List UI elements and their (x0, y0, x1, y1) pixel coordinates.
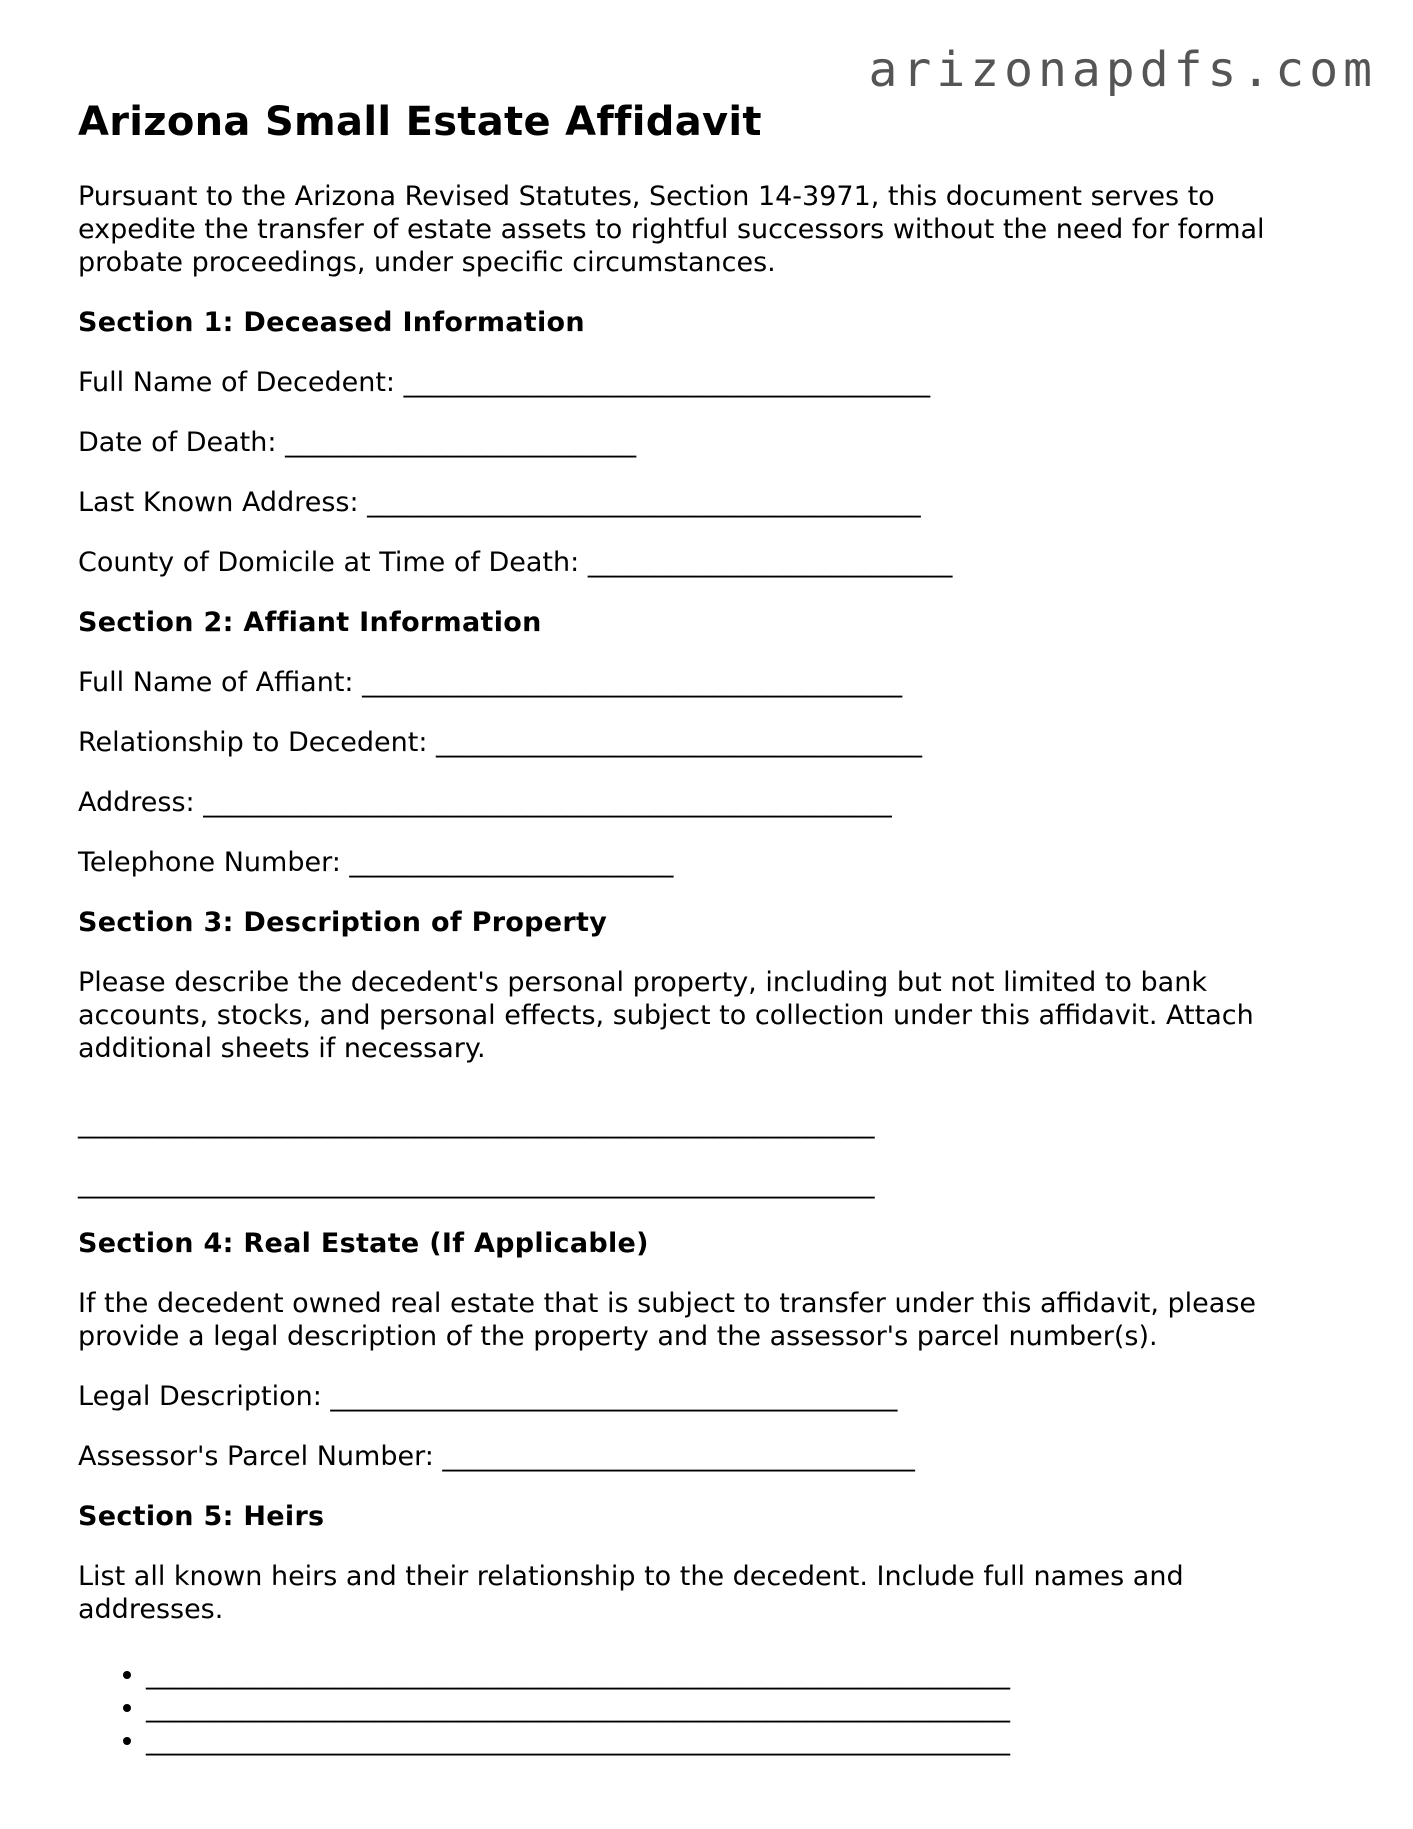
field-blank[interactable]: ___________________________________________________ (203, 787, 892, 818)
field-blank[interactable]: __________________________ (285, 427, 637, 458)
field-label: Last Known Address: (78, 487, 368, 518)
heir-entry-1[interactable]: • ________________________________________________________________ (146, 1658, 1338, 1691)
document-page (78, 98, 1338, 1757)
field-label: Assessor's Parcel Number: (78, 1441, 443, 1472)
property-description-line-1[interactable]: ___________________________________________________________ (78, 1108, 875, 1139)
field-blank[interactable]: ___________________________ (587, 547, 953, 578)
parcel-number-field[interactable] (78, 1440, 1338, 1473)
field-label: Full Name of Affiant: (78, 667, 363, 698)
heir-entry-3[interactable]: • ________________________________________________________________ (146, 1724, 1338, 1757)
field-label: Full Name of Decedent: (78, 367, 404, 398)
county-of-domicile-field[interactable] (78, 546, 1338, 579)
legal-description-field[interactable] (78, 1380, 1338, 1413)
section-2-title: Section 2: Affiant Information (78, 607, 542, 638)
decedent-name-field[interactable] (78, 366, 1338, 399)
heirs-list (78, 1658, 1338, 1757)
section-4-instructions: If the decedent owned real estate that is subject to transfer under this affidavit, please provide a legal description of the property and the assessor's parcel number(s). (78, 1288, 1257, 1352)
field-blank[interactable]: _______________________________________ (403, 367, 931, 398)
telephone-field[interactable] (78, 846, 1338, 879)
section-5-title: Section 5: Heirs (78, 1501, 325, 1532)
affiant-address-field[interactable] (78, 786, 1338, 819)
section-4-title: Section 4: Real Estate (If Applicable) (78, 1228, 649, 1259)
field-label: Address: (78, 787, 204, 818)
field-blank[interactable]: ____________________________________ (436, 727, 923, 758)
property-description-line-2[interactable]: ___________________________________________________________ (78, 1168, 875, 1199)
field-label: Date of Death: (78, 427, 286, 458)
field-blank[interactable]: ________________________ (349, 847, 674, 878)
field-label: Telephone Number: (78, 847, 350, 878)
section-5-instructions: List all known heirs and their relationship to the decedent. Include full names and addresses. (78, 1561, 1184, 1625)
relationship-field[interactable] (78, 726, 1338, 759)
document-title: Arizona Small Estate Affidavit (78, 99, 762, 145)
intro-paragraph: Pursuant to the Arizona Revised Statutes, Section 14-3971, this document serves to expedite the transfer of estate assets to rightful successors without the need for formal probate proceedings, under specific circumstances. (78, 181, 1265, 278)
heir-entry-2[interactable]: • ________________________________________________________________ (146, 1691, 1338, 1724)
last-known-address-field[interactable] (78, 486, 1338, 519)
field-label: County of Domicile at Time of Death: (78, 547, 588, 578)
site-watermark: arizonapdfs.com (868, 42, 1377, 98)
field-label: Relationship to Decedent: (78, 727, 437, 758)
field-blank[interactable]: __________________________________________ (330, 1381, 898, 1412)
field-label: Legal Description: (78, 1381, 331, 1412)
section-3-instructions: Please describe the decedent's personal property, including but not limited to bank accounts, stocks, and personal effects, subject to collection under this affidavit. Attach additional sheets if necessary. (78, 967, 1254, 1064)
date-of-death-field[interactable] (78, 426, 1338, 459)
affiant-name-field[interactable] (78, 666, 1338, 699)
section-3-title: Section 3: Description of Property (78, 907, 608, 938)
section-1-title: Section 1: Deceased Information (78, 307, 585, 338)
field-blank[interactable]: ________________________________________ (362, 667, 903, 698)
field-blank[interactable]: _________________________________________ (367, 487, 921, 518)
field-blank[interactable]: ___________________________________ (442, 1441, 915, 1472)
